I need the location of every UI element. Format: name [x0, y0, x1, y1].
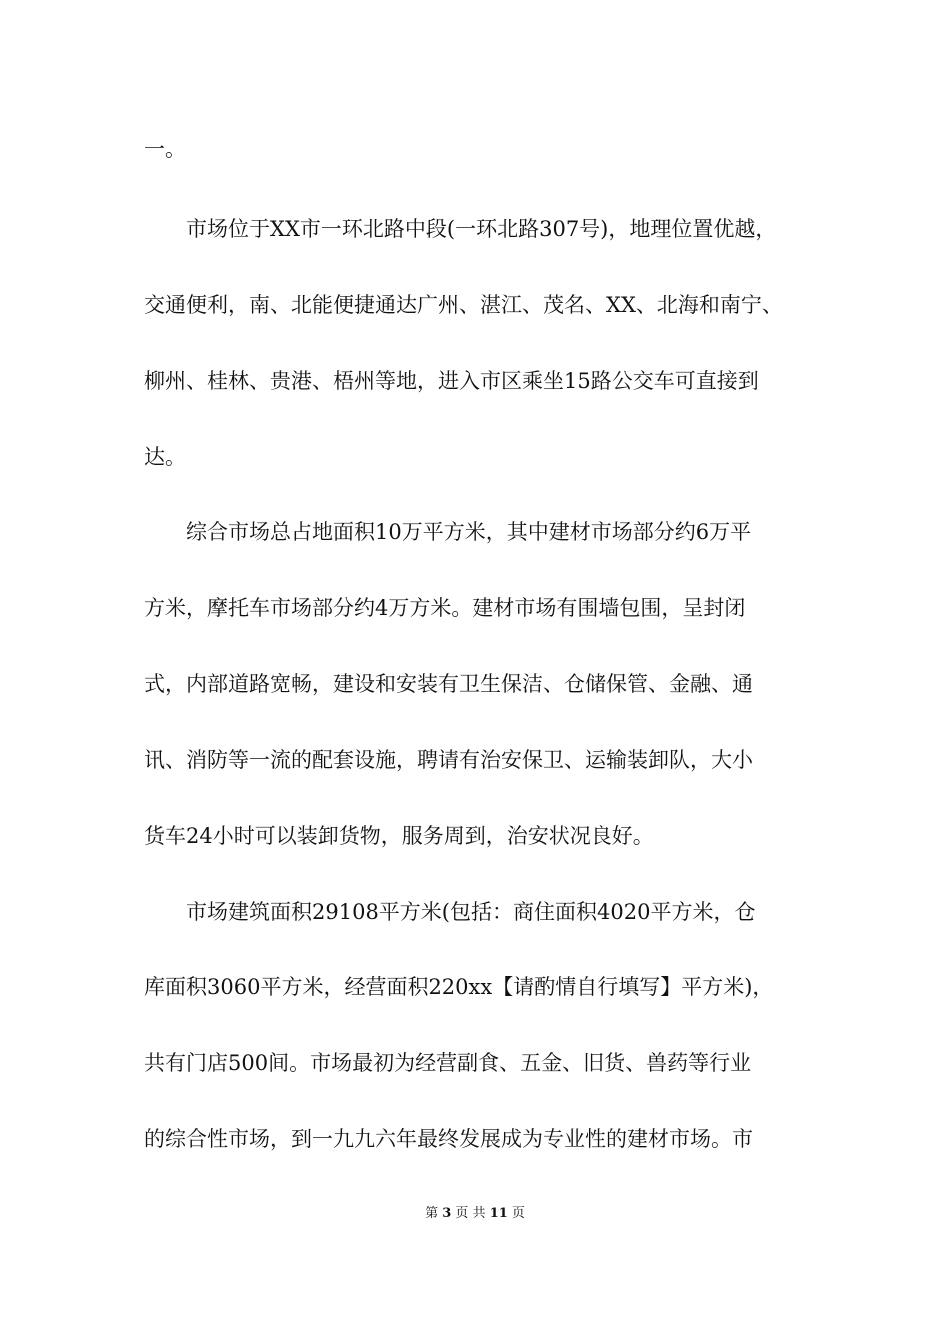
text-line: 综合市场总占地面积10万平方米，其中建材市场部分约6万平	[144, 520, 752, 544]
text-line: 一。	[144, 137, 186, 161]
text-line: 货车24小时可以装卸货物，服务周到，治安状况良好。	[144, 824, 654, 848]
footer-suffix: 页	[511, 1206, 525, 1221]
text-line: 交通便利，南、北能便捷通达广州、湛江、茂名、XX、北海和南宁、	[144, 293, 783, 317]
footer-mid: 页 共	[455, 1206, 486, 1221]
current-page-number: 3	[442, 1206, 452, 1221]
text-line: 达。	[144, 445, 186, 469]
text-line: 共有门店500间。市场最初为经营副食、五金、旧货、兽药等行业	[144, 1051, 752, 1075]
total-page-count: 11	[489, 1206, 508, 1221]
footer-prefix: 第	[425, 1206, 439, 1221]
text-line: 式，内部道路宽畅，建设和安装有卫生保洁、仓储保管、金融、通	[144, 672, 753, 696]
text-line: 市场位于XX市一环北路中段(一环北路307号)，地理位置优越，	[144, 217, 777, 241]
text-line: 柳州、桂林、贵港、梧州等地，进入市区乘坐15路公交车可直接到	[144, 369, 759, 393]
text-line: 市场建筑面积29108平方米(包括：商住面积4020平方米，仓	[144, 900, 756, 924]
page-footer	[0, 1205, 950, 1223]
text-line: 的综合性市场，到一九九六年最终发展成为专业性的建材市场。市	[144, 1127, 753, 1151]
text-line: 库面积3060平方米，经营面积220xx【请酌情自行填写】平方米)，	[144, 975, 774, 999]
text-line: 讯、消防等一流的配套设施，聘请有治安保卫、运输装卸队，大小	[144, 748, 753, 772]
text-line: 方米，摩托车市场部分约4万方米。建材市场有围墙包围，呈封闭	[144, 596, 746, 620]
